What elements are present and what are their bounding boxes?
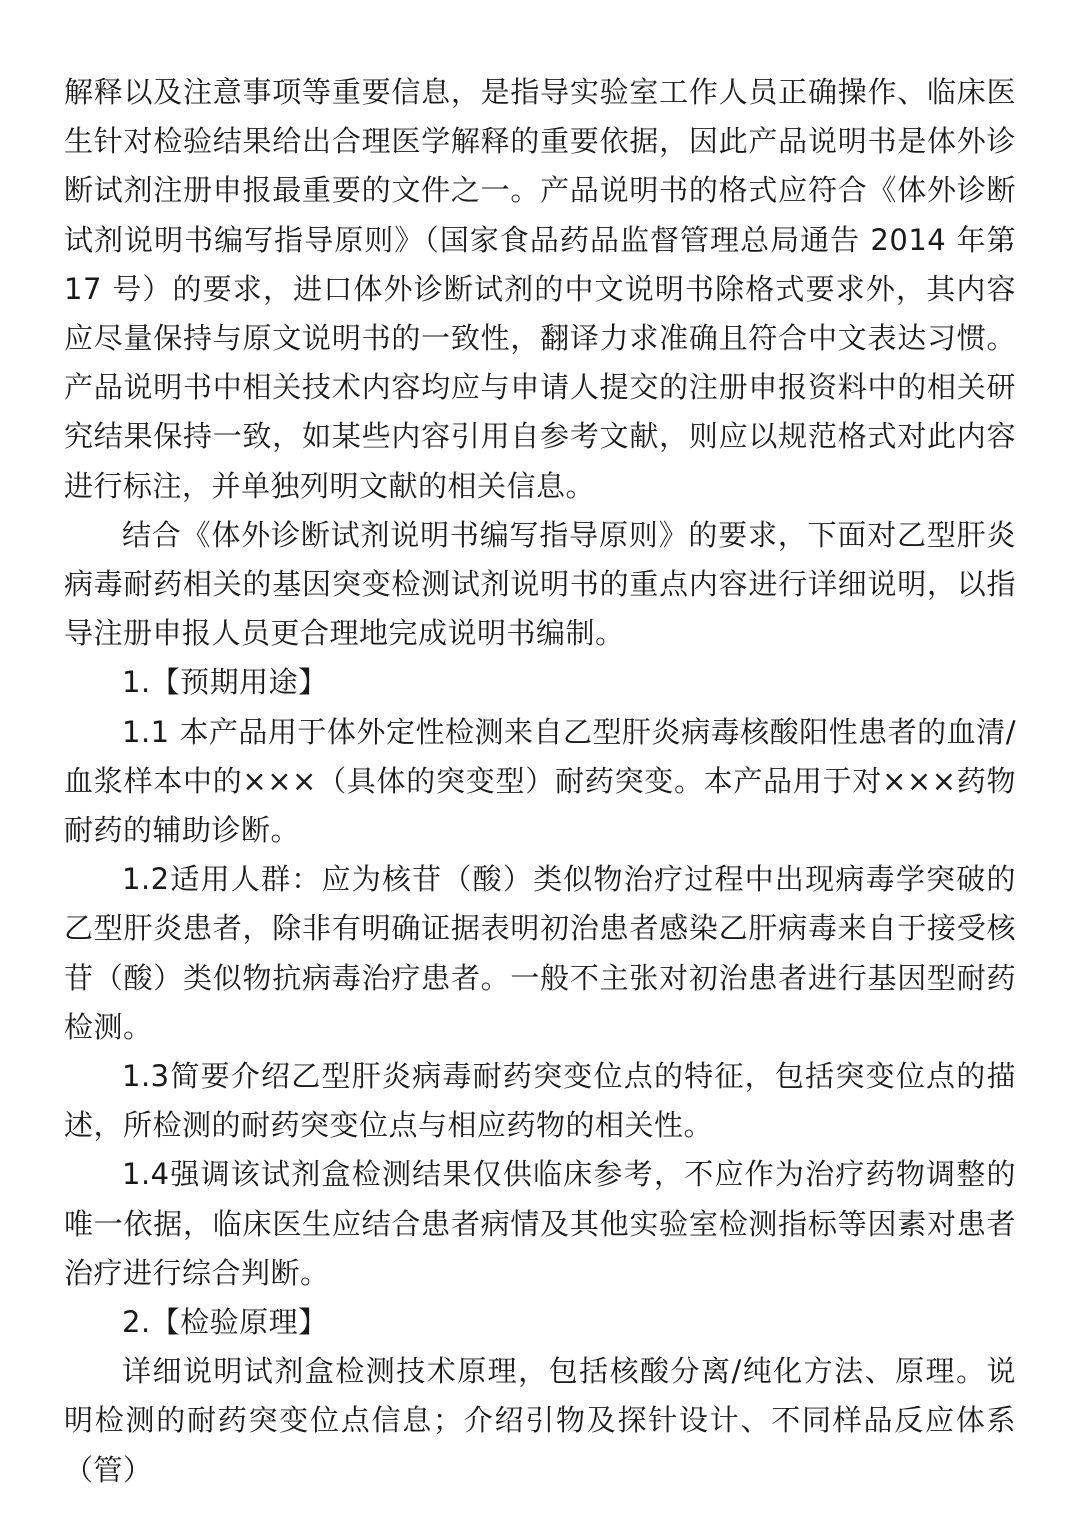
- paragraph-1-1: 1.1 本产品用于体外定性检测来自乙型肝炎病毒核酸阳性患者的血清/血浆样本中的×××（具体的突变型）耐药突变。本产品用于对×××药物耐药的辅助诊断。: [64, 714, 1016, 848]
- section-heading-intended-use: 1.【预期用途】: [122, 665, 328, 700]
- paragraph-guideline-intro: 结合《体外诊断试剂说明书编写指导原则》的要求，下面对乙型肝炎病毒耐药相关的基因突变检测试剂说明书的重点内容进行详细说明，以指导注册申报人员更合理地完成说明书编制。: [64, 517, 1016, 651]
- paragraph-principle: 详细说明试剂盒检测技术原理，包括核酸分离/纯化方法、原理。说明检测的耐药突变位点信息；介绍引物及探针设计、不同样品反应体系（管）: [64, 1354, 1016, 1487]
- paragraph-1-2: 1.2适用人群：应为核苷（酸）类似物治疗过程中出现病毒学突破的乙型肝炎患者，除非有明确证据表明初治患者感染乙肝病毒来自于接受核苷（酸）类似物抗病毒治疗患者。一般不主张对初治患者进行基因型耐药检测。: [64, 862, 1016, 1044]
- document-page: [64, 68, 1016, 1495]
- paragraph-continuation: 解释以及注意事项等重要信息，是指导实验室工作人员正确操作、临床医生针对检验结果给出合理医学解释的重要依据，因此产品说明书是体外诊断试剂注册申报最重要的文件之一。产品说明书的格式应符合《体外诊断试剂说明书编写指导原则》（国家食品药品监督管理总局通告 2014 年第 17 号）的要求，进口体外诊断试剂的中文说明书除格式要求外，其内容应尽量保持与原文说明书的一致性，翻译力求准确且符合中文表达习惯。产品说明书中相关技术内容均应与申请人提交的注册申报资料中的相关研究结果保持一致，如某些内容引用自参考文献，则应以规范格式对此内容进行标注，并单独列明文献的相关信息。: [64, 75, 1016, 503]
- paragraph-1-4: 1.4强调该试剂盒检测结果仅供临床参考，不应作为治疗药物调整的唯一依据，临床医生应结合患者病情及其他实验室检测指标等因素对患者治疗进行综合判断。: [64, 1157, 1016, 1290]
- section-heading-principle: 2.【检验原理】: [122, 1305, 328, 1340]
- paragraph-1-3: 1.3简要介绍乙型肝炎病毒耐药突变位点的特征，包括突变位点的描述，所检测的耐药突变位点与相应药物的相关性。: [64, 1059, 1016, 1143]
